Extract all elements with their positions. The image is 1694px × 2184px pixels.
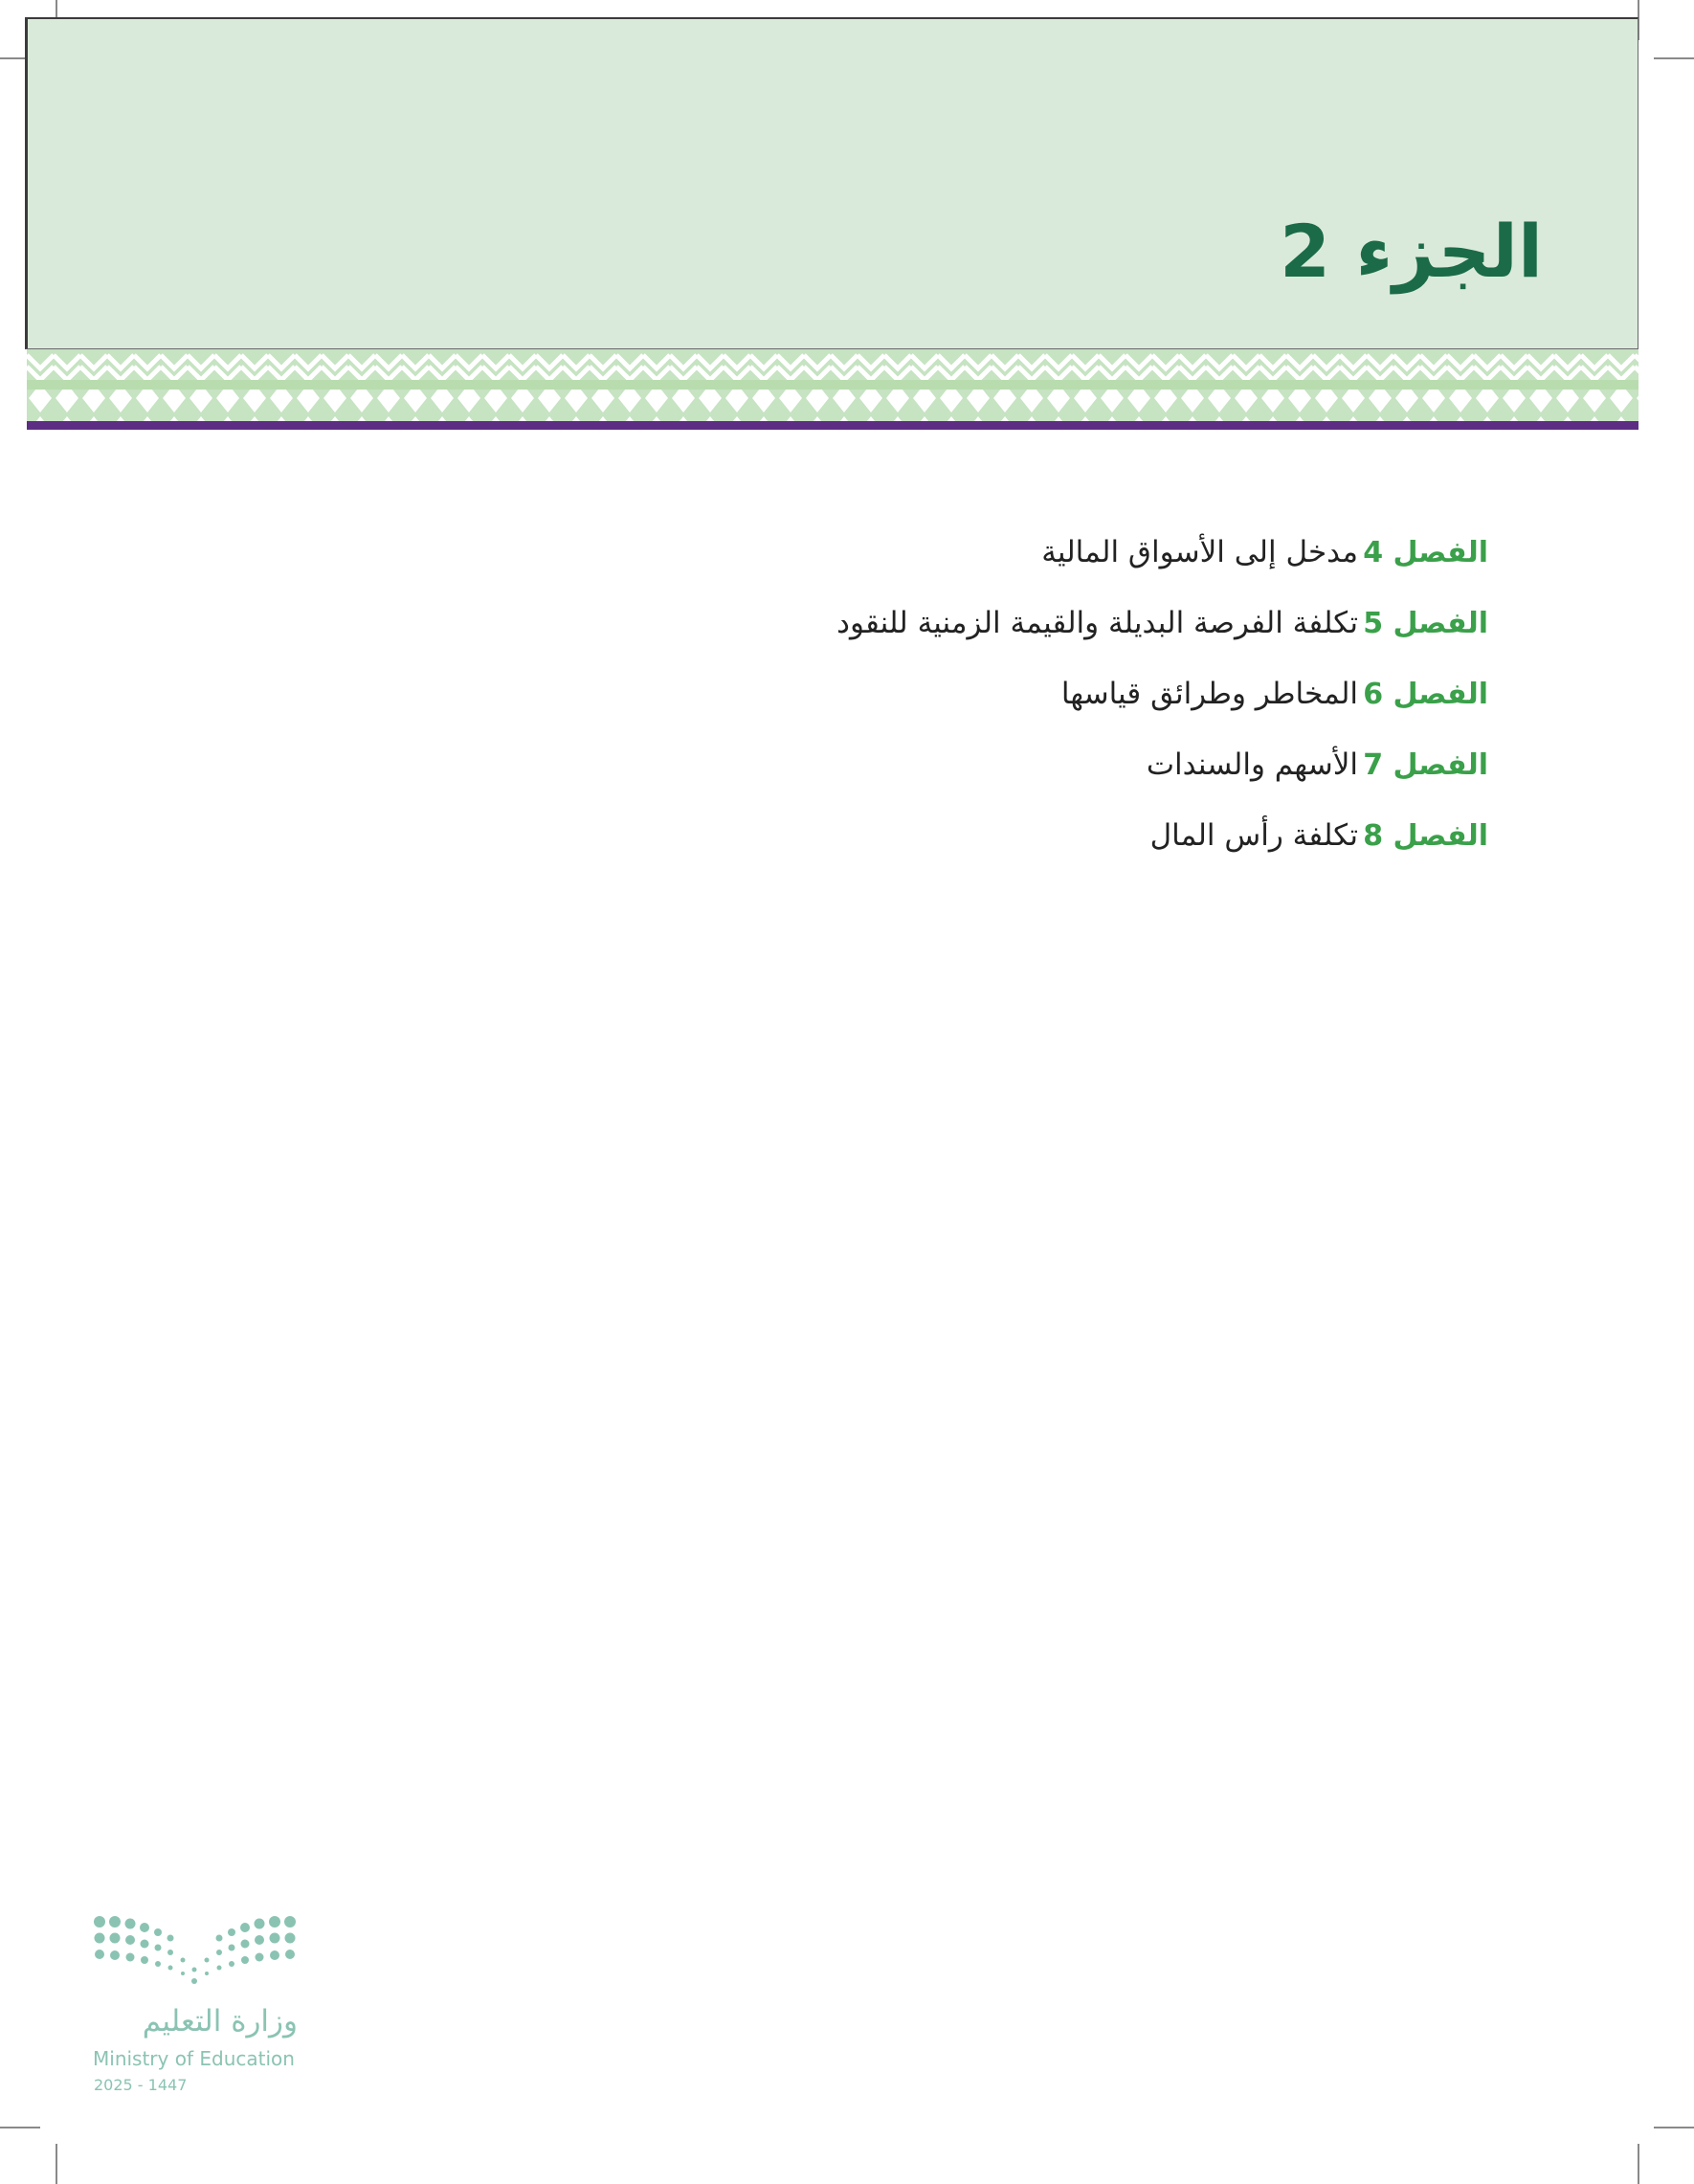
toc-item[interactable] bbox=[531, 517, 1488, 588]
part-title: الجزء 2 bbox=[1280, 209, 1543, 294]
crop-mark bbox=[56, 2144, 57, 2184]
crop-mark bbox=[1638, 2144, 1639, 2184]
decorative-chevron-pattern bbox=[27, 349, 1638, 422]
purple-divider bbox=[27, 421, 1638, 430]
toc-item[interactable] bbox=[531, 729, 1488, 800]
crop-mark bbox=[1654, 2127, 1694, 2128]
ministry-name-english: Ministry of Education bbox=[93, 2047, 295, 2070]
crop-mark bbox=[0, 2127, 40, 2128]
edition-year: 2025 - 1447 bbox=[94, 2076, 188, 2094]
chapter-label: الفصل 7 bbox=[1363, 747, 1488, 782]
toc-item[interactable] bbox=[531, 588, 1488, 658]
chapter-label: الفصل 5 bbox=[1363, 606, 1488, 640]
chapter-title: مدخل إلى الأسواق المالية bbox=[1041, 535, 1358, 569]
ministry-dots-logo-icon bbox=[92, 1914, 298, 1987]
crop-mark bbox=[1654, 57, 1694, 59]
toc-item[interactable] bbox=[531, 800, 1488, 871]
chapter-label: الفصل 8 bbox=[1363, 818, 1488, 853]
chapter-label: الفصل 6 bbox=[1363, 677, 1488, 711]
chapter-title: المخاطر وطرائق قياسها bbox=[1060, 677, 1358, 711]
table-of-contents bbox=[531, 517, 1488, 871]
chapter-title: الأسهم والسندات bbox=[1146, 747, 1358, 782]
toc-item[interactable] bbox=[531, 658, 1488, 729]
chapter-title: تكلفة الفرصة البديلة والقيمة الزمنية للنقود bbox=[836, 606, 1358, 640]
chapter-label: الفصل 4 bbox=[1363, 535, 1488, 569]
chapter-title: تكلفة رأس المال bbox=[1149, 818, 1358, 853]
ministry-name-arabic: وزارة التعليم bbox=[142, 2004, 298, 2039]
